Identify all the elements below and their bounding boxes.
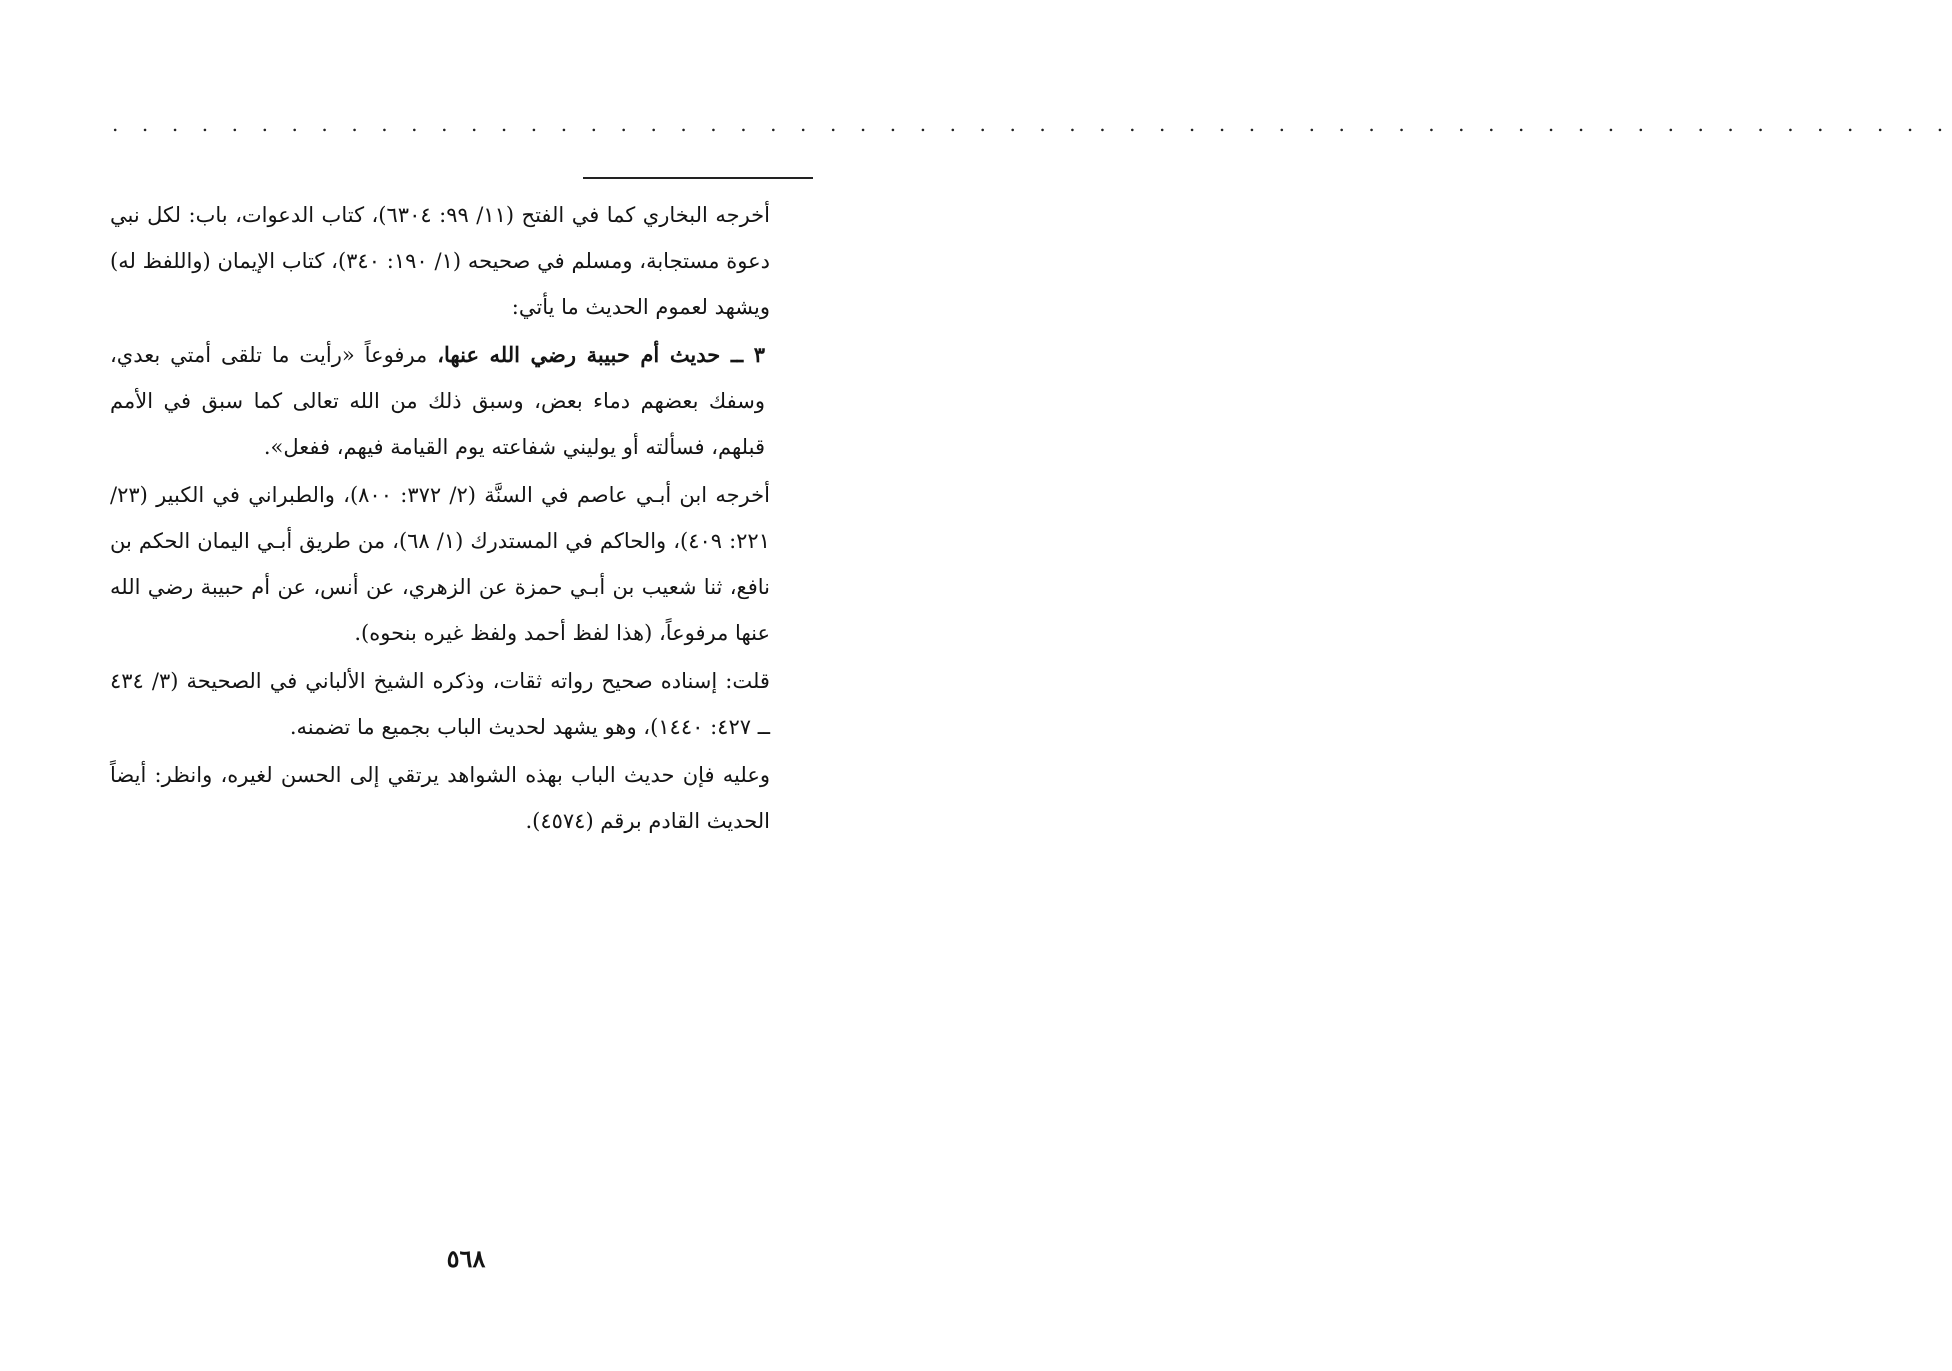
paragraph-4: قلت: إسناده صحيح رواته ثقات، وذكره الشيخ الألباني في الصحيحة (٣/ ٤٣٤ ــ ٤٢٧: ١٤٤٠)، وهو يشهد لحديث الباب بجميع ما تضمنه. xyxy=(110,669,770,739)
paragraph-5: وعليه فإن حديث الباب بهذه الشواهد يرتقي إلى الحسن لغيره، وانظر: أيضاً الحديث القادم برقم (٤٥٧٤). xyxy=(110,763,770,833)
hadith-text: مرفوعاً «رأيت ما تلقى أمتي بعدي، وسفك بعضهم دماء بعض، وسبق ذلك من الله تعالى كما سبق في الأمم قبلهم، فسألته أو يوليني شفاعته يوم القيامة فيهم، ففعل». xyxy=(110,343,765,459)
paragraph-2 xyxy=(110,332,820,470)
page-number: ٥٦٨ xyxy=(446,1244,486,1273)
top-dotted-separator: . . . . . . . . . . . . . . . . . . . . . . . . . . . . . . . . . . . . . . . . . . . . . . . . . . . . . . . . . . . . . . xyxy=(112,112,1952,136)
paragraph-1: أخرجه البخاري كما في الفتح (١١/ ٩٩: ٦٣٠٤)، كتاب الدعوات، باب: لكل نبي دعوة مستجابة، ومسلم في صحيحه (١/ ١٩٠: ٣٤٠)، كتاب الإيمان (واللفظ له) ويشهد لعموم الحديث ما يأتي: xyxy=(110,203,770,319)
footnote-text xyxy=(110,192,820,846)
hadith-heading: ٣ ــ حديث أم حبيبة رضي الله عنها، xyxy=(437,342,766,367)
footnote-rule xyxy=(583,177,813,179)
paragraph-3: أخرجه ابن أبـي عاصم في السنَّة (٢/ ٣٧٢: ٨٠٠)، والطبراني في الكبير (٢٣/ ٢٢١: ٤٠٩)، والحاكم في المستدرك (١/ ٦٨)، من طريق أبـي اليمان الحكم بن نافع، ثنا شعيب بن أبـي حمزة عن الزهري، عن أنس، عن أم حبيبة رضي الله عنها مرفوعاً، (هذا لفظ أحمد ولفظ غيره بنحوه). xyxy=(110,483,770,645)
